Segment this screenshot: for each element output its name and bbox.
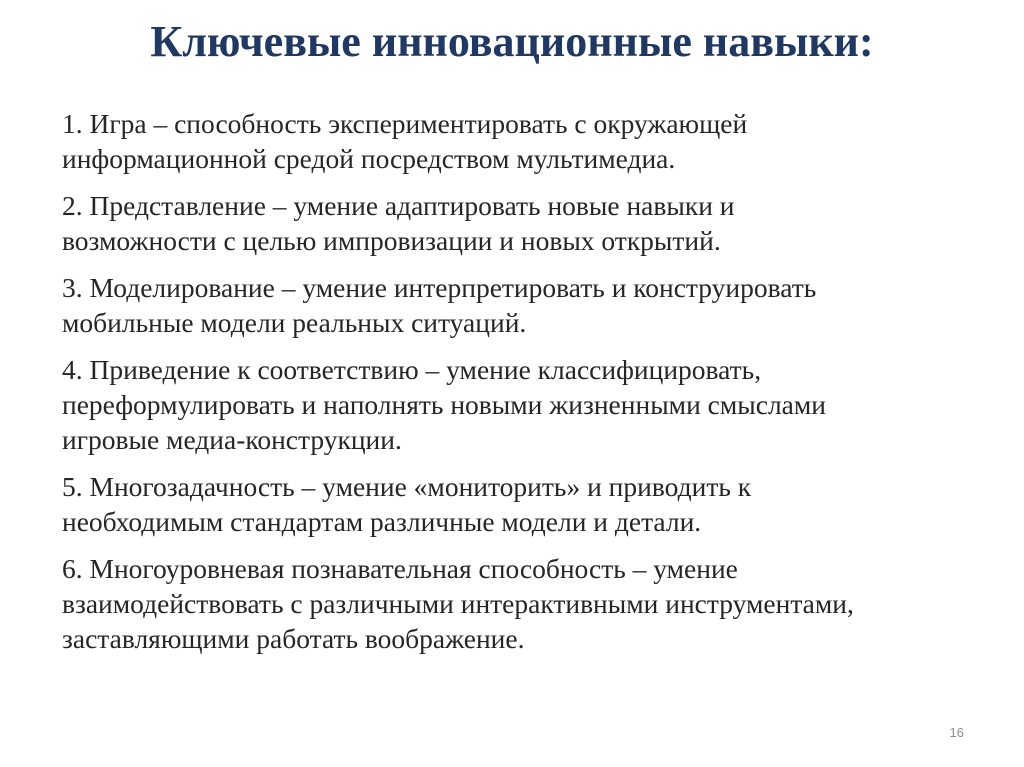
list-item-line: 4. Приведение к соответствию – умение классифицировать, bbox=[62, 354, 762, 385]
list-item bbox=[62, 551, 982, 656]
list-item bbox=[62, 106, 982, 176]
list-item bbox=[62, 352, 982, 457]
list-item-line: игровые медиа-конструкции. bbox=[62, 424, 402, 455]
list-item bbox=[62, 270, 982, 340]
skills-list bbox=[62, 106, 982, 668]
page-number: 16 bbox=[949, 725, 964, 740]
slide-title: Ключевые инновационные навыки: bbox=[150, 17, 874, 66]
list-item-line: мобильные модели реальных ситуаций. bbox=[62, 307, 527, 338]
list-item-line: возможности с целью импровизации и новых открытий. bbox=[62, 225, 721, 256]
list-item-line: заставляющими работать воображение. bbox=[62, 623, 525, 654]
list-item-line: 1. Игра – способность экспериментировать с окружающей bbox=[62, 108, 748, 139]
list-item bbox=[62, 469, 982, 539]
list-item-line: взаимодействовать с различными интерактивными инструментами, bbox=[62, 588, 854, 619]
list-item-line: 2. Представление – умение адаптировать новые навыки и bbox=[62, 190, 735, 221]
list-item-line: 5. Многозадачность – умение «мониторить» и приводить к bbox=[62, 471, 752, 502]
list-item-line: переформулировать и наполнять новыми жизненными смыслами bbox=[62, 389, 826, 420]
list-item-line: 3. Моделирование – умение интерпретировать и конструировать bbox=[62, 272, 817, 303]
list-item-line: 6. Многоуровневая познавательная способность – умение bbox=[62, 553, 738, 584]
list-item bbox=[62, 188, 982, 258]
list-item-line: информационной средой посредством мультимедиа. bbox=[62, 143, 676, 174]
list-item-line: необходимым стандартам различные модели и детали. bbox=[62, 506, 702, 537]
